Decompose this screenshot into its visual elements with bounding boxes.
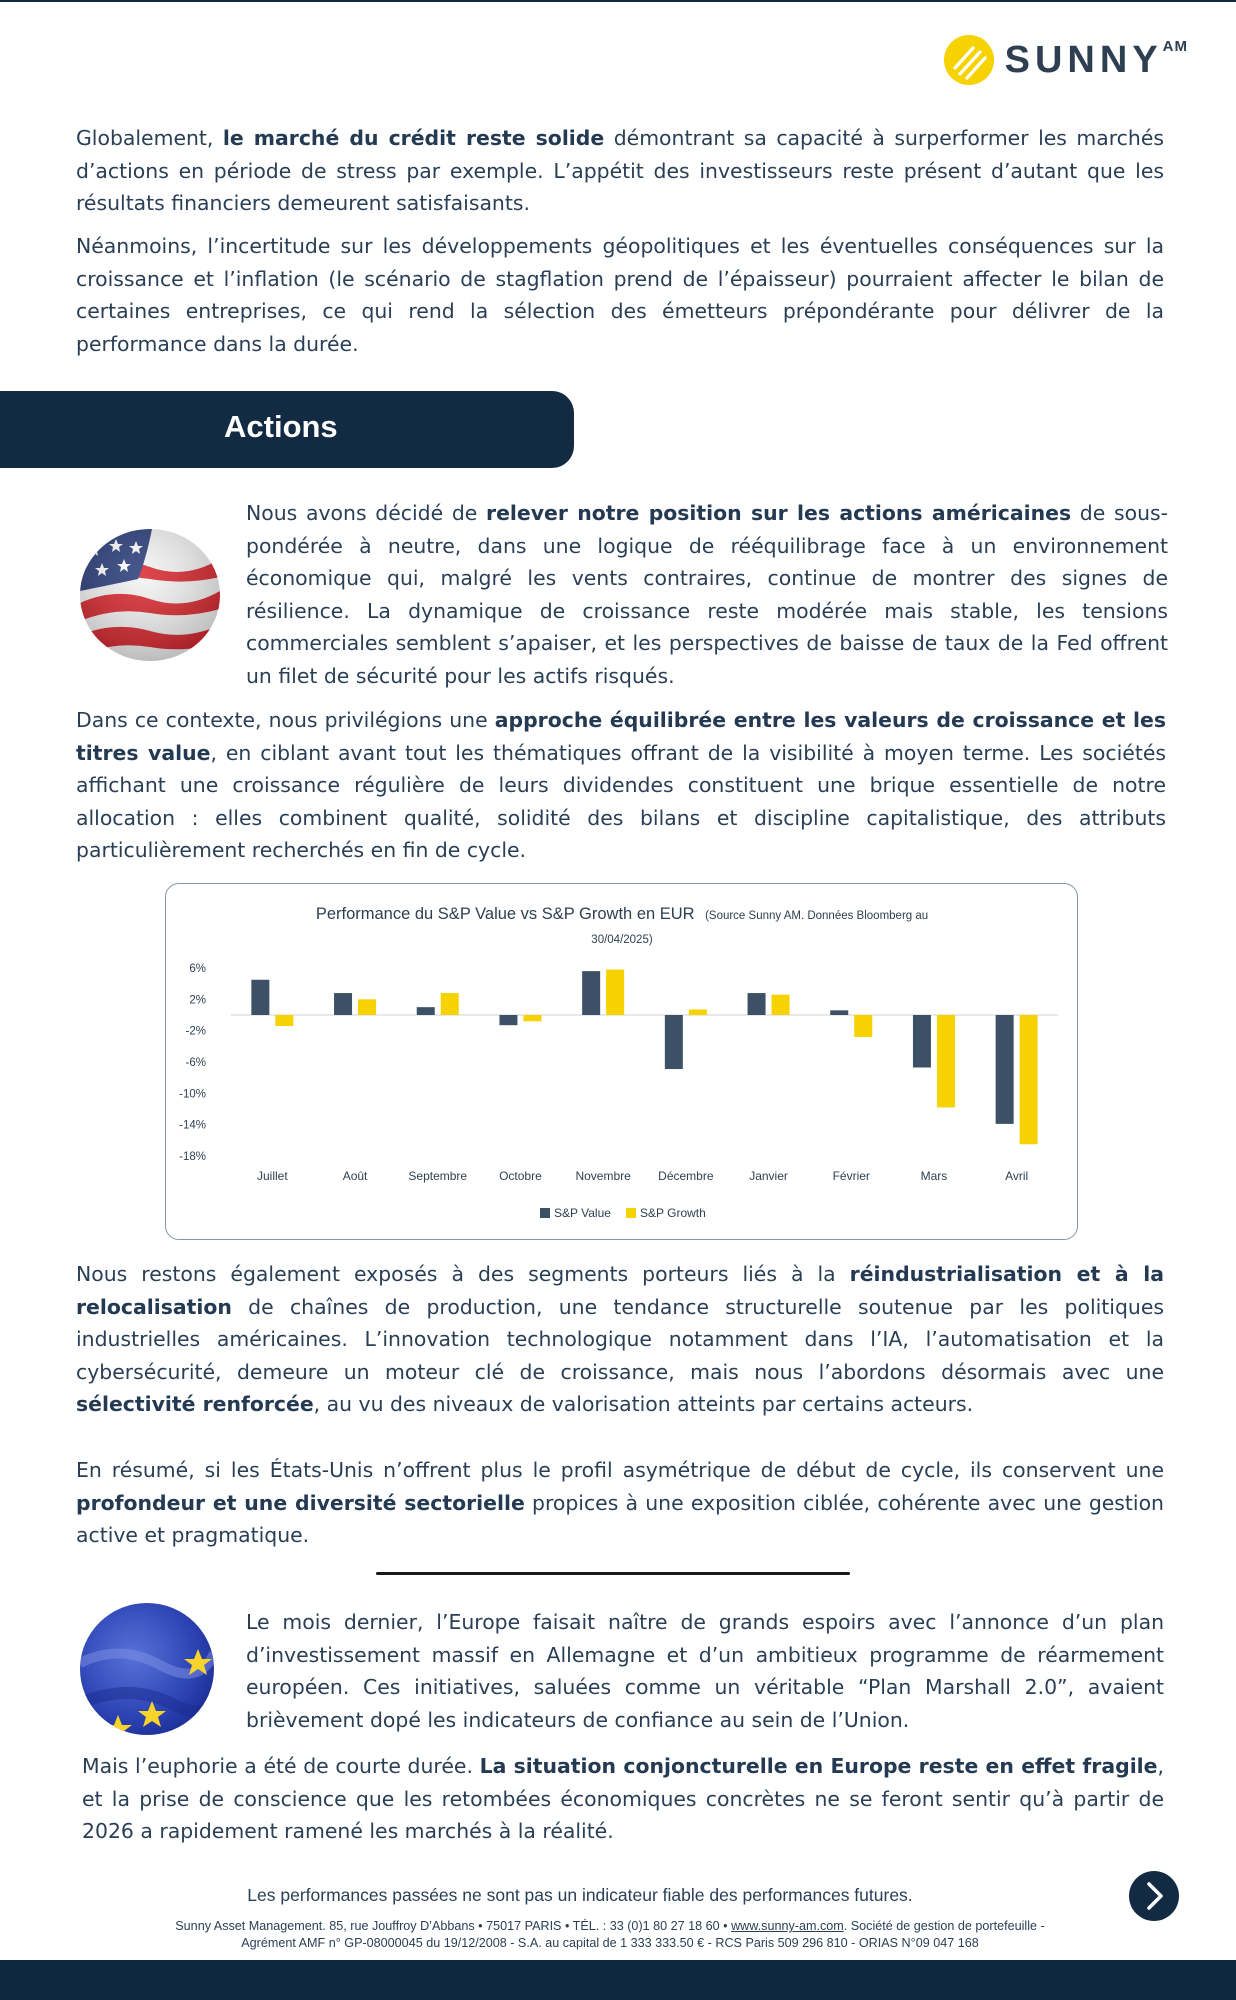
legal-line-1: Sunny Asset Management. 85, rue Jouffroy D’Abbans • 75017 PARIS • TÉL. : 33 (0)1 80 27 18 60 • www.sunny-am.com. Société de gestion de portefeuille - — [175, 1919, 1045, 1933]
website-link[interactable]: www.sunny-am.com — [731, 1919, 844, 1933]
bar-sp-value — [996, 1015, 1014, 1124]
performance-disclaimer: Les performances passées ne sont pas un indicateur fiable des performances futures. — [247, 1885, 913, 1905]
brand-logo — [943, 34, 1188, 86]
x-tick-label: Décembre — [658, 1169, 714, 1183]
x-tick-label: Octobre — [499, 1169, 542, 1183]
chevron-right-icon — [1129, 1871, 1179, 1921]
footer-bar — [0, 1960, 1236, 2000]
y-tick-label: -2% — [185, 1025, 206, 1038]
legend-swatch — [626, 1208, 636, 1218]
bar-chart — [166, 884, 1079, 1241]
legend-label: S&P Growth — [640, 1206, 706, 1220]
sunny-logo-icon — [943, 34, 995, 86]
section-banner — [0, 391, 574, 468]
x-tick-label: Janvier — [749, 1169, 788, 1183]
bar-sp-value — [830, 1010, 848, 1015]
x-tick-label: Novembre — [575, 1169, 631, 1183]
bar-sp-growth — [937, 1015, 955, 1107]
legend-swatch — [540, 1208, 550, 1218]
legend-label: S&P Value — [554, 1206, 611, 1220]
top-rule — [0, 0, 1236, 2]
bar-sp-value — [665, 1015, 683, 1069]
brand-name: SUNNY — [1004, 38, 1163, 81]
y-tick-label: -10% — [179, 1088, 206, 1101]
y-tick-label: -6% — [185, 1057, 206, 1069]
section-title: Actions — [224, 409, 338, 444]
bar-sp-growth — [275, 1015, 293, 1026]
svg-text:Performance du S&P Value vs S& — [316, 905, 928, 923]
y-tick-label: -14% — [179, 1119, 206, 1132]
bar-sp-growth — [1020, 1015, 1038, 1144]
bar-sp-growth — [523, 1015, 541, 1021]
bar-sp-growth — [854, 1015, 872, 1037]
bar-sp-growth — [441, 993, 459, 1015]
us-paragraph-3: Nous restons également exposés à des segments porteurs liés à la réindustrialisation et à la relocalisation de chaînes de production, une tendance structurelle soutenue par les politiques industrielles américaines. L’innovation technologique notamment dans l’IA, l’automatisation et la cybersécurité, demeure un moteur clé de croissance, mais nous l’abordons désormais avec une sélectivité renforcée, au vu des niveaux de valorisation atteints par certains acteurs. — [76, 1262, 1164, 1417]
bar-sp-value — [582, 971, 600, 1015]
chart-title: Performance du S&P Value vs S&P Growth en EUR — [315, 905, 695, 923]
eu-flag-icon — [80, 1603, 214, 1735]
bar-sp-value — [251, 980, 269, 1015]
us-paragraph-4: En résumé, si les États-Unis n’offrent plus le profil asymétrique de début de cycle, ils conservent une profondeur et une diversité sectorielle propices à une exposition ciblée, cohérente avec une gestion active et pragmatique. — [76, 1458, 1164, 1548]
x-tick-label: Juillet — [257, 1169, 288, 1183]
us-paragraph-2: Dans ce contexte, nous privilégions une approche équilibrée entre les valeurs de croissance et les titres value, en ciblant avant tout les thématiques offrant de la visibilité à moyen terme. Les sociétés affichant une croissance régulière de leurs dividendes constituent une brique essentielle de notre allocation : elles combinent qualité, solidité des bilans et discipline capitalistique, des attributs particulièrement recherchés en fin de cycle. — [76, 708, 1167, 863]
x-tick-label: Mars — [920, 1169, 948, 1183]
bar-sp-value — [913, 1015, 931, 1067]
y-tick-label: 6% — [189, 963, 206, 975]
brand-suffix: AM — [1162, 37, 1188, 55]
x-tick-label: Août — [342, 1169, 368, 1183]
x-tick-label: Février — [832, 1169, 870, 1183]
bar-sp-value — [334, 993, 352, 1015]
y-tick-label: 2% — [189, 994, 206, 1007]
us-paragraph-1: Nous avons décidé de relever notre position sur les actions américaines de sous-pondérée à neutre, dans une logique de rééquilibrage face à un environnement économique qui, malgré les vents contraires, continue de montrer des signes de résilience. La dynamique de croissance reste modérée mais stable, les tensions commerciales semblent s’apaiser, et les perspectives de baisse de taux de la Fed offrent un filet de sécurité pour les actifs risqués. — [246, 501, 1168, 688]
chart-subtitle-part2: 30/04/2025) — [591, 934, 653, 946]
chart-container — [165, 883, 1078, 1240]
bar-sp-growth — [772, 995, 790, 1015]
bar-sp-value — [499, 1015, 517, 1025]
bar-sp-value — [748, 993, 766, 1015]
bar-sp-growth — [689, 1010, 707, 1015]
eu-paragraph-2: Mais l’euphorie a été de courte durée. La situation conjoncturelle en Europe reste en effet fragile, et la prise de conscience que les retombées économiques concrètes ne se feront sentir qu’à partir de 2026 a rapidement ramené les marchés à la réalité. — [82, 1754, 1164, 1844]
chart-subtitle-part1: (Source Sunny AM. Données Bloomberg au — [705, 910, 929, 922]
x-tick-label: Septembre — [408, 1169, 468, 1183]
legal-line-2: Agrément AMF n° GP-08000045 du 19/12/2008 - S.A. au capital de 1 333 333.50 € - RCS Paris 509 296 810 - ORIAS N°09 047 168 — [241, 1936, 979, 1950]
bar-sp-growth — [606, 970, 624, 1015]
us-flag-icon — [80, 529, 220, 661]
intro-paragraph-1: Globalement, le marché du crédit reste solide démontrant sa capacité à surperformer les marchés d’actions en période de stress par exemple. L’appétit des investisseurs reste présent d’autant que les résultats financiers demeurent satisfaisants. — [76, 126, 1164, 216]
bar-sp-growth — [358, 999, 376, 1015]
section-divider — [376, 1572, 850, 1575]
eu-paragraph-1: Le mois dernier, l’Europe faisait naître de grands espoirs avec l’annonce d’un plan d’investissement massif en Allemagne et d’un ambitieux programme de réarmement européen. Ces initiatives, saluées comme un véritable “Plan Marshall 2.0”, avaient brièvement dopé les indicateurs de confiance au sein de l’Union. — [246, 1610, 1164, 1732]
bar-sp-value — [417, 1007, 435, 1015]
x-tick-label: Avril — [1005, 1169, 1029, 1183]
intro-paragraph-2: Néanmoins, l’incertitude sur les développements géopolitiques et les éventuelles conséquences sur la croissance et l’inflation (le scénario de stagflation prend de l’épaisseur) pourraient affecter le bilan de certaines entreprises, ce qui rend la sélection des émetteurs prépondérante pour délivrer de la performance dans la durée. — [76, 234, 1164, 356]
next-page-button[interactable] — [1129, 1871, 1179, 1921]
y-tick-label: -18% — [179, 1151, 206, 1163]
